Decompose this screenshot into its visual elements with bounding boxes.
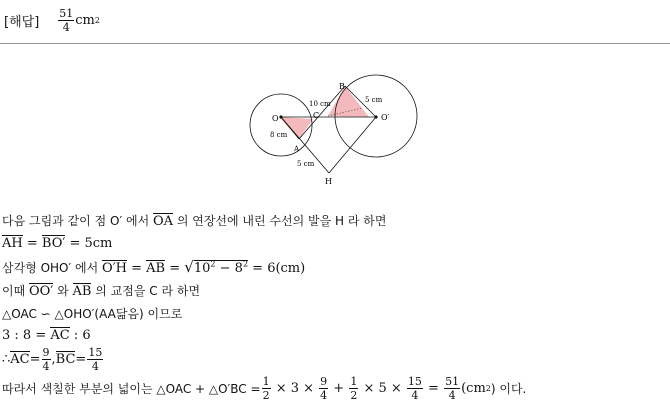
answer-denominator: 4 (62, 20, 70, 34)
line-8-unit-exp: 2 (485, 383, 491, 393)
radicand-10: 10 (193, 261, 211, 276)
label-c: C (313, 111, 320, 120)
segment-bo-prime-text: BO′ (41, 236, 66, 251)
label-o-prime: O′ (381, 113, 390, 122)
fraction-nine-quarters (319, 376, 328, 401)
answer-label: [해답] (4, 14, 40, 30)
radicand-exp-1: 2 (210, 259, 216, 269)
line-2-post: = 5cm (65, 236, 113, 251)
line-7-comma: , (51, 351, 56, 367)
answer-unit: cm (75, 12, 95, 28)
fraction-bc (87, 347, 103, 372)
line-8-unit: (cm (461, 380, 486, 396)
line-2 (2, 236, 112, 251)
geometry-figure (240, 72, 430, 190)
segment-ah-text: AH (2, 236, 23, 251)
therefore-sign: ∴ (2, 351, 11, 367)
line-8-plus: + (329, 380, 349, 396)
label-10cm: 10 cm (309, 100, 331, 108)
segment-ab-text: AB (146, 261, 166, 276)
fraction-ac-den: 4 (42, 359, 50, 373)
point-o (279, 115, 282, 118)
sqrt-sign: √ (184, 258, 194, 276)
line-6-pre: 3 : 8 = (2, 328, 51, 343)
fraction-result-den: 4 (448, 388, 456, 402)
answer-unit-exp: 2 (94, 15, 100, 25)
fraction-half-2-den: 2 (350, 388, 358, 402)
fraction-ac (42, 347, 51, 372)
segment-o-prime-h-text: O′H (102, 261, 127, 276)
label-8cm: 8 cm (270, 131, 288, 139)
divider (0, 43, 670, 44)
line-5: △OAC ∽ △OHO′(AA닮음) 이므로 (2, 307, 183, 321)
line-7 (2, 344, 104, 374)
segment-ac-text: AC (50, 328, 70, 343)
fraction-half-2-num: 1 (350, 374, 358, 388)
label-b: B (339, 82, 345, 91)
radicand-minus-8: − 8 (215, 261, 243, 276)
line-6 (2, 328, 91, 343)
line-3-eq: = (127, 261, 147, 276)
label-5cm-bottom: 5 cm (297, 160, 315, 168)
answer-header (4, 4, 100, 36)
segment-oa-text: OA (152, 214, 174, 229)
label-o: O (272, 114, 279, 123)
line-3-pre: 삼각형 OHO′ 에서 (2, 261, 103, 275)
line-8-mid-1: × 3 × (271, 380, 319, 396)
label-5cm-top: 5 cm (365, 96, 383, 104)
fraction-ac-num: 9 (42, 345, 50, 359)
line-8-eq: = (423, 380, 444, 396)
answer-fraction (58, 8, 74, 33)
line-2-eq: = (22, 236, 42, 251)
point-o-prime (374, 115, 377, 118)
fraction-fifteen-quarters-num: 15 (407, 374, 422, 388)
segment-ab-text-2: AB (72, 284, 92, 299)
fraction-half-1-num: 1 (262, 374, 270, 388)
label-h: H (325, 177, 332, 186)
segment-oo-prime-text: OO′ (29, 284, 54, 299)
fraction-fifteen-quarters-den: 4 (411, 388, 419, 402)
line-4-mid: 와 (53, 284, 73, 298)
line-3-post: = 6(cm) (248, 261, 306, 276)
fraction-result-num: 51 (445, 374, 460, 388)
line-4 (2, 282, 200, 299)
fraction-fifteen-quarters (407, 376, 423, 401)
line-1-post: 의 연장선에 내린 수선의 발을 H 라 하면 (173, 214, 387, 228)
fraction-half-1 (262, 376, 271, 401)
line-8 (2, 374, 526, 402)
line-1-pre: 다음 그림과 같이 점 O′ 에서 (2, 214, 153, 228)
fraction-result (444, 376, 460, 401)
fraction-nine-quarters-den: 4 (320, 388, 328, 402)
fraction-half-2 (349, 376, 358, 401)
shaded-triangle-obc (328, 86, 369, 117)
label-a: A (294, 145, 300, 153)
radicand-exp-2: 2 (242, 259, 249, 269)
answer-numerator: 51 (59, 6, 74, 20)
line-8-mid-2: × 5 × (359, 380, 406, 396)
line-7-eq1: = (29, 351, 41, 367)
fraction-nine-quarters-num: 9 (320, 374, 328, 388)
fraction-half-1-den: 2 (262, 388, 270, 402)
line-3-eq2: = (165, 261, 185, 276)
line-4-pre: 이때 (2, 284, 29, 298)
line-4-post: 의 교점을 C 라 하면 (91, 284, 201, 298)
sqrt-body (194, 260, 248, 276)
segment-ac-text-2: AC (10, 352, 30, 367)
line-3 (2, 258, 305, 276)
fraction-bc-den: 4 (91, 359, 99, 373)
line-8-post: ) 이다. (490, 381, 527, 396)
line-6-post: : 6 (69, 328, 91, 343)
line-7-eq2: = (75, 351, 87, 367)
segment-bc-text: BC (55, 352, 76, 367)
line-8-pre: 따라서 색칠한 부분의 넓이는 △OAC + △O′BC = (2, 381, 261, 396)
fraction-bc-num: 15 (88, 345, 103, 359)
line-1 (2, 212, 386, 229)
